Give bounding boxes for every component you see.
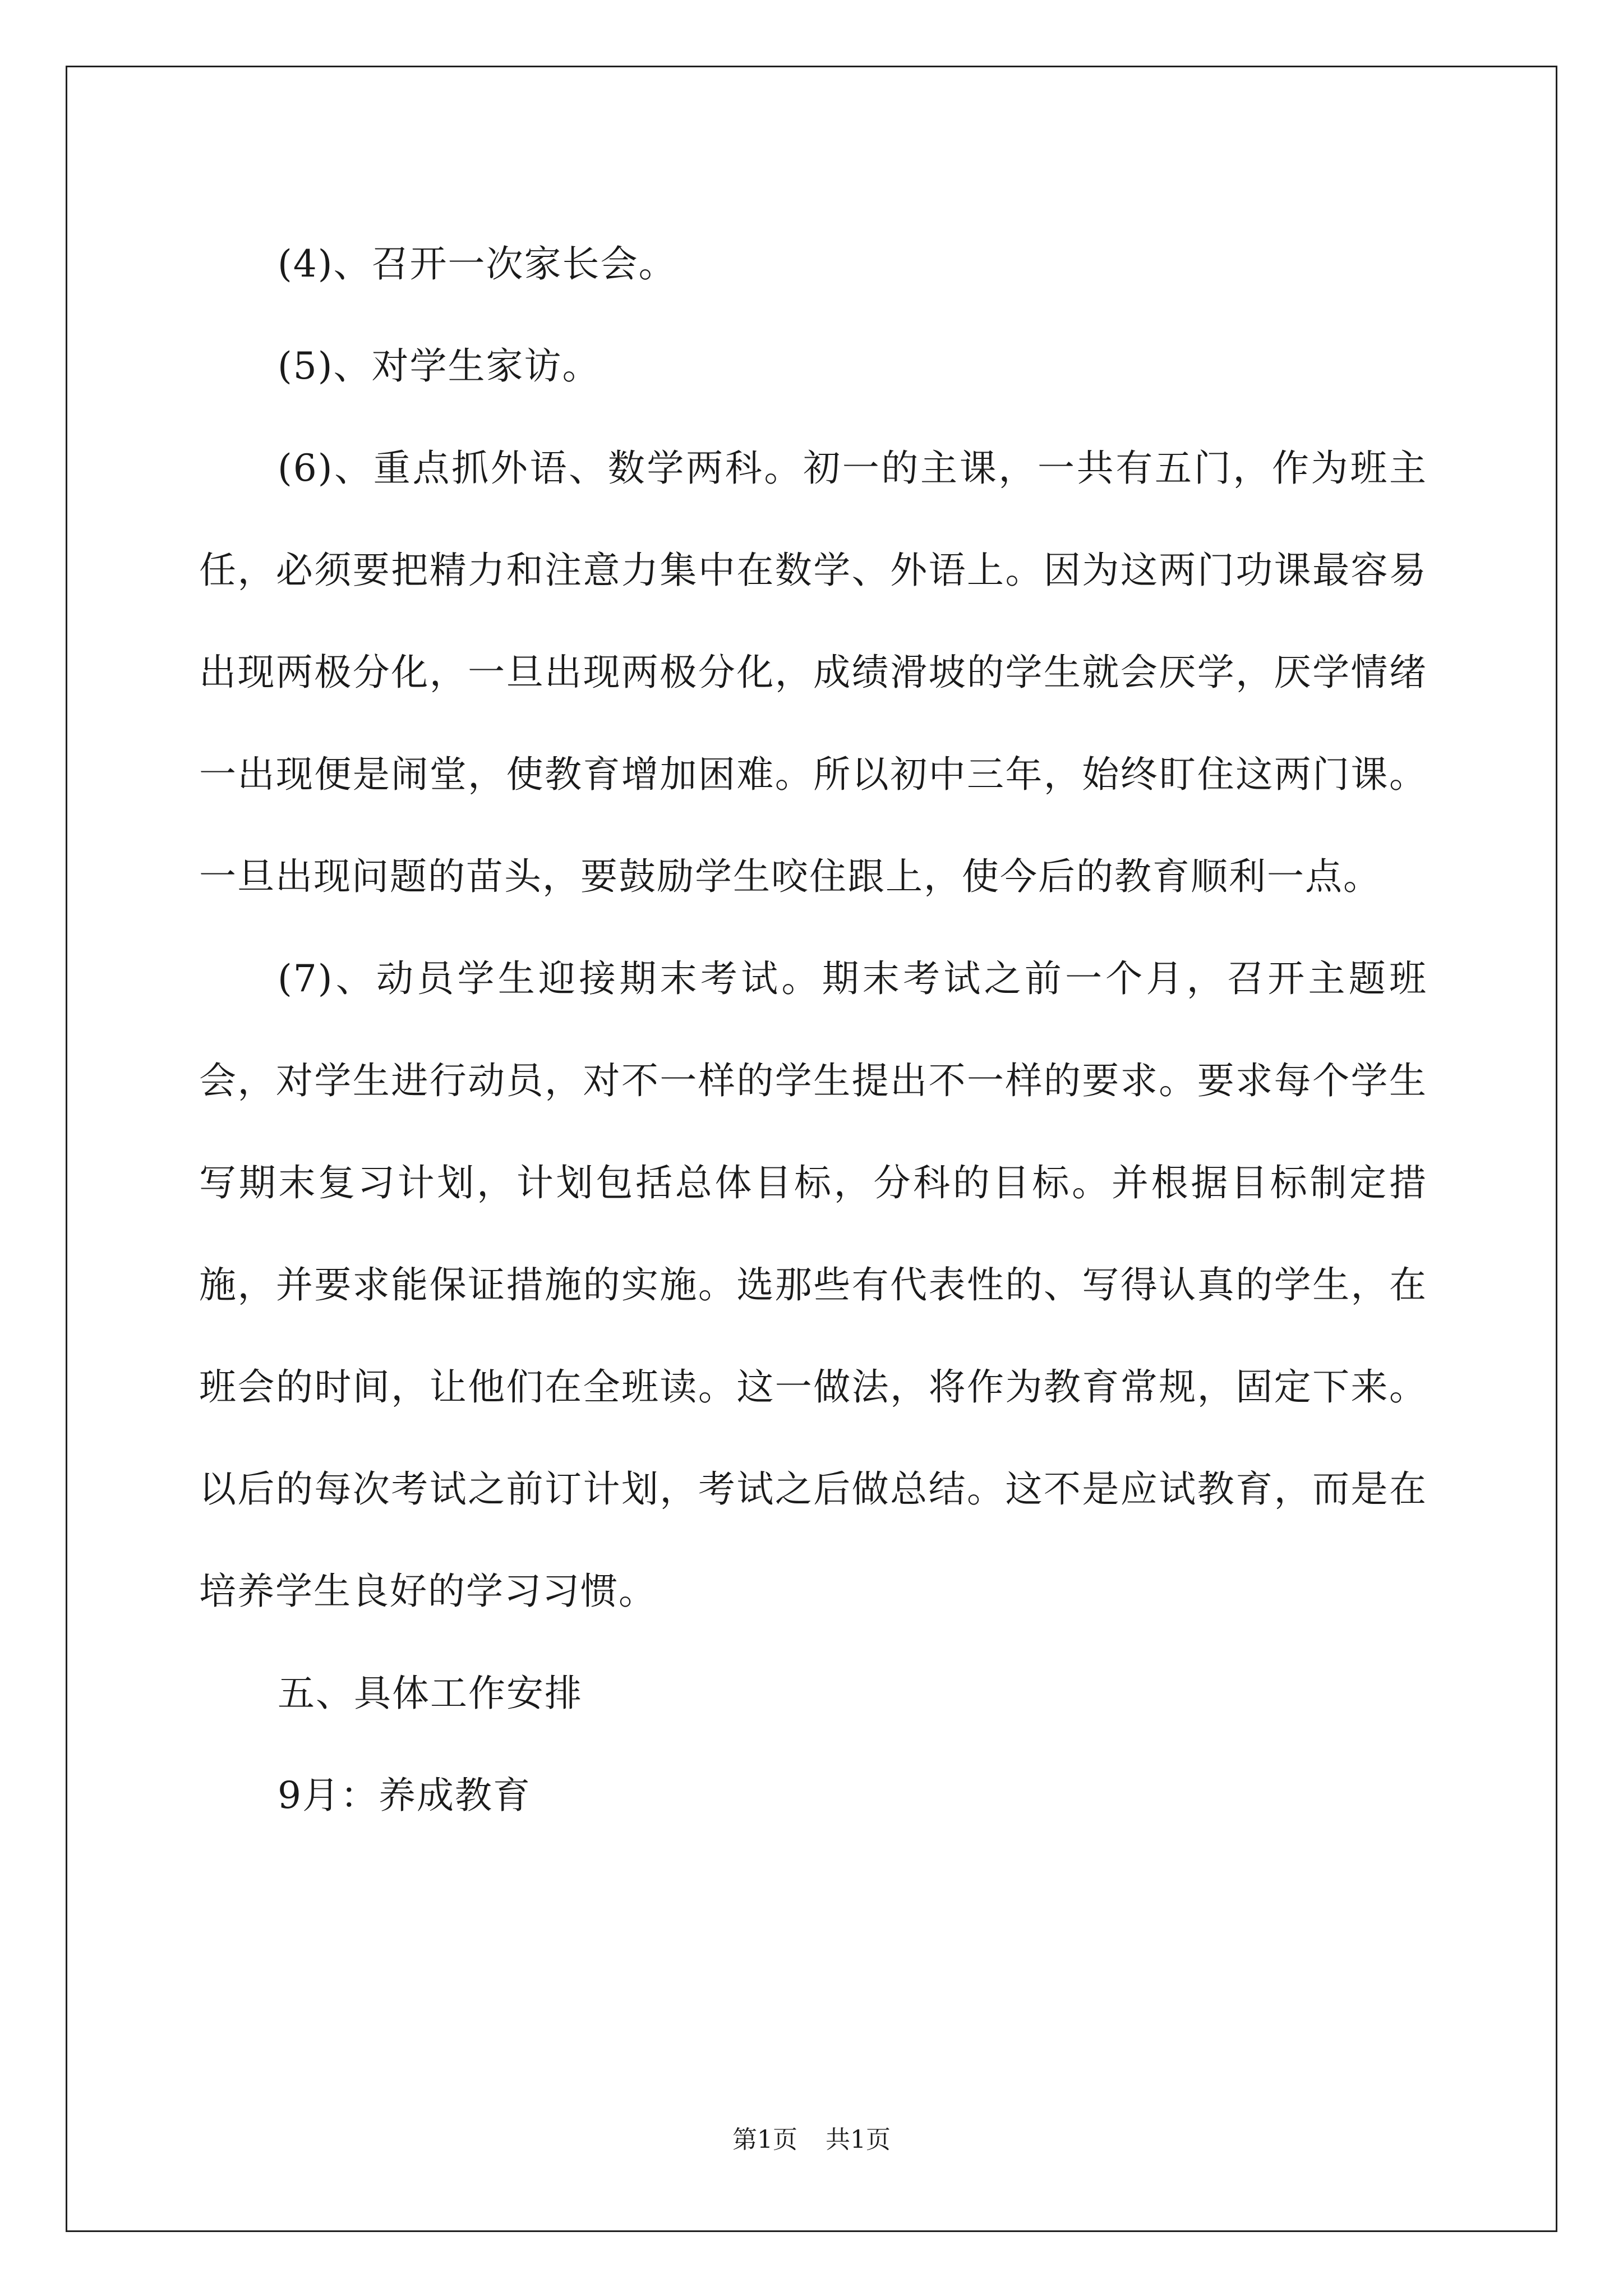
paragraph-item-7: (7)、动员学生迎接期末考试。期末考试之前一个月，召开主题班会，对学生进行动员，对不一样的学生提出不一样的要求。要求每个学生写期末复习计划，计划包括总体目标，分科的目标。并根据目标制定措施，并要求能保证措施的实施。选那些有代表性的、写得认真的学生，在班会的时间，让他们在全班读。这一做法，将作为教育常规，固定下来。以后的每次考试之前订计划，考试之后做总结。这不是应试教育，而是在培养学生良好的学习习惯。 — [199, 957, 1427, 1613]
page-total: 共1页 — [826, 2125, 891, 2154]
page-number: 第1页 — [732, 2125, 797, 2154]
page-footer — [0, 2123, 1623, 2157]
paragraph-item-5: (5)、对学生家访。 — [278, 344, 601, 388]
document-body — [199, 213, 1427, 1847]
section-heading: 五、具体工作安排 — [278, 1672, 583, 1715]
paragraph-item-6: (6)、重点抓外语、数学两科。初一的主课，一共有五门，作为班主任，必须要把精力和注意力集中在数学、外语上。因为这两门功课最容易出现两极分化，一旦出现两极分化，成绩滑坡的学生就会厌学，厌学情绪一出现便是闹堂，使教育增加困难。所以初中三年，始终盯住这两门课。一旦出现问题的苗头，要鼓励学生咬住跟上，使今后的教育顺利一点。 — [199, 447, 1427, 898]
paragraph-item-4: (4)、召开一次家长会。 — [278, 242, 677, 286]
schedule-item-september: 9月：养成教育 — [278, 1774, 531, 1817]
